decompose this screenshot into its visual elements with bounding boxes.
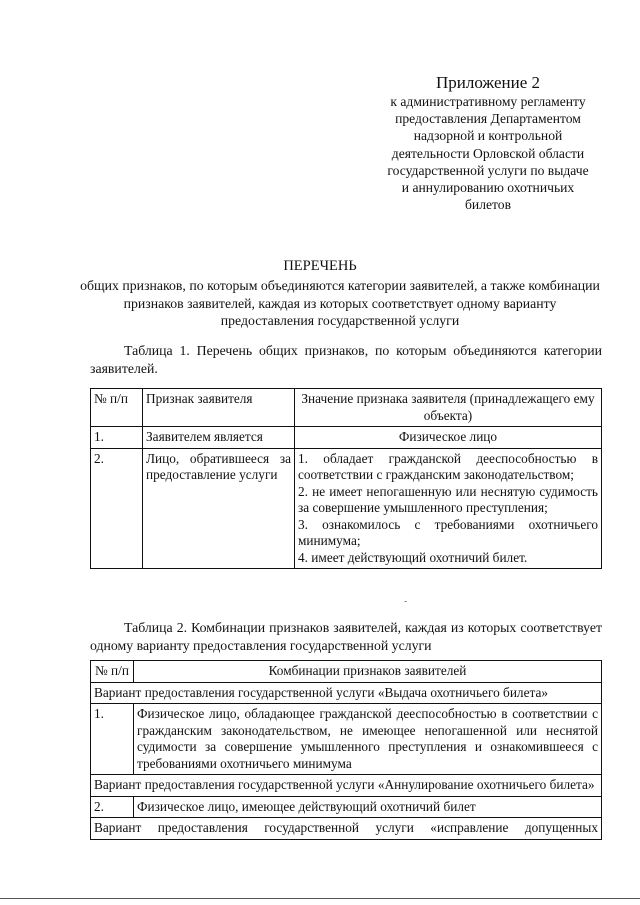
table-row: [91, 427, 602, 449]
row-num: 2.: [91, 448, 143, 569]
header-value: Значение признака заявителя (принадлежащего ему объекта): [295, 389, 602, 427]
variant-label: Вариант предоставления государственной услуги «Аннулирование охотничьего билета»: [91, 775, 602, 797]
appendix-line: государственной услуги по выдаче: [387, 162, 589, 178]
appendix-line: предоставления Департаментом: [395, 111, 581, 127]
variant-row: [91, 775, 602, 797]
variant-label: Вариант предоставления государственной услуги «Выдача охотничьего билета»: [91, 682, 602, 704]
table-row: [91, 448, 602, 569]
row-num: 1.: [91, 704, 134, 775]
table2-caption: Таблица 2. Комбинации признаков заявителей, каждая из которых соответствует одному варианту предоставления государственной услуги: [90, 620, 602, 653]
row-value: Физическое лицо: [295, 427, 602, 449]
row-num: 1.: [91, 427, 143, 449]
table-header-row: [91, 661, 602, 683]
table-sign-combinations: [90, 660, 602, 840]
table-row: [91, 796, 602, 818]
table-header-row: [91, 389, 602, 427]
row-combination: Физическое лицо, обладающее гражданской дееспособностью в соответствии с гражданским законодательством, не имеющее непогашенной или неснятой судимости за совершение умышленного преступления и ознакомившееся с требованиями охотничьего минимума: [134, 704, 602, 775]
appendix-line: надзорной и контрольной: [413, 128, 563, 144]
header-num: № п/п: [91, 389, 143, 427]
appendix-line: деятельности Орловской области: [391, 145, 585, 161]
appendix-line: к административному регламенту: [390, 94, 586, 109]
value-item: 3. ознакомилось с требованиями охотничьего минимума;: [298, 516, 598, 548]
document-subtitle: общих признаков, по которым объединяются категории заявителей, а также комбинации признаков заявителей, каждая из которых соответствует одному варианту предоставления государственной услуги: [80, 278, 600, 328]
appendix-line: и аннулированию охотничьих: [401, 180, 575, 196]
appendix-title: Приложение 2: [436, 73, 540, 92]
row-sign: Лицо, обратившееся за предоставление услуги: [143, 448, 295, 569]
header-sign: Признак заявителя: [143, 389, 295, 427]
header-num: № п/п: [91, 661, 134, 683]
variant-row: [91, 682, 602, 704]
value-item: 2. не имеет непогашенную или неснятую судимость за совершение умышленного преступления;: [298, 483, 598, 515]
value-item: 4. имеет действующий охотничий билет.: [298, 549, 528, 565]
table-applicant-signs: [90, 388, 602, 569]
document-title: ПЕРЕЧЕНЬ: [283, 258, 357, 274]
row-values: [295, 448, 602, 569]
variant-row: [91, 818, 602, 840]
row-num: 2.: [91, 796, 134, 818]
table-row: [91, 704, 602, 775]
value-item: 1. обладает гражданской дееспособностью в соответствии с гражданским законодательством;: [298, 450, 598, 482]
header-combination: Комбинации признаков заявителей: [134, 661, 602, 683]
variant-label: Вариант предоставления государственной услуги «исправление допущенных: [91, 818, 602, 840]
table1-caption: Таблица 1. Перечень общих признаков, по которым объединяются категории заявителей.: [90, 343, 602, 376]
appendix-line: билетов: [465, 197, 511, 213]
row-combination: Физическое лицо, имеющее действующий охотничий билет: [134, 796, 602, 818]
stray-mark: -: [404, 596, 408, 607]
appendix-block: [372, 72, 604, 213]
row-sign: Заявителем является: [143, 427, 295, 449]
page-bottom-edge: [0, 898, 640, 899]
